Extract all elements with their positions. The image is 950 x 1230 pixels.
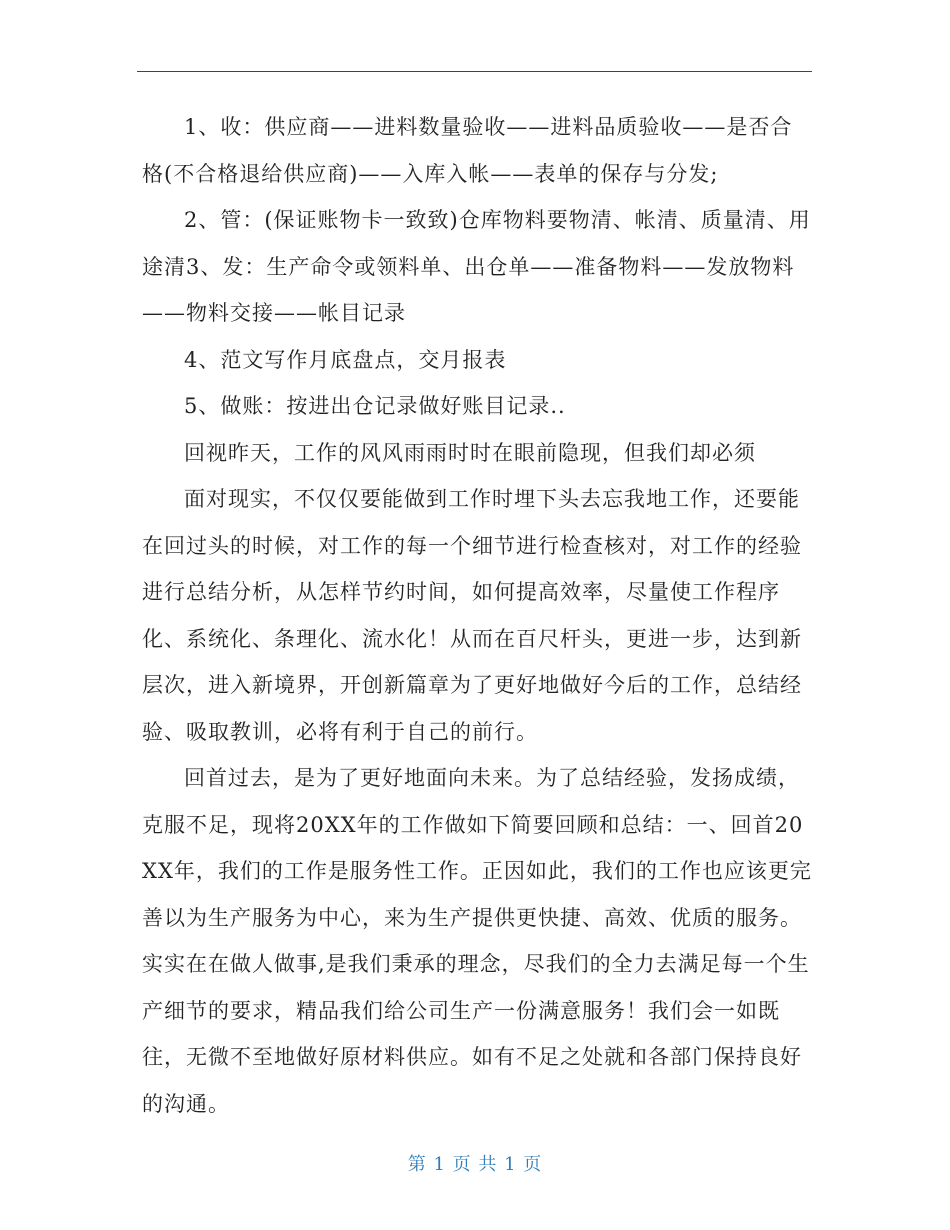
paragraph-management: 2、管：(保证账物卡一致致)仓库物料要物清、帐清、质量清、用途清3、发：生产命令或领料单、出仓单——准备物料——发放物料——物料交接——帐目记录: [142, 208, 811, 325]
document-body: [142, 104, 812, 1127]
paragraph-review-intro: 回视昨天，工作的风风雨雨时时在眼前隐现，但我们却必须: [184, 440, 756, 465]
paragraph-review-body: 面对现实，不仅仅要能做到工作时埋下头去忘我地工作，还要能在回过头的时候，对工作的每一个细节进行检查核对，对工作的经验进行总结分析，从怎样节约时间，如何提高效率，尽量使工作程序化、系统化、条理化、流水化！从而在百尺杆头，更进一步，达到新层次，进入新境界，开创新篇章为了更好地做好今后的工作，总结经验、吸取教训，必将有利于自己的前行。: [142, 487, 802, 744]
paragraph-bookkeeping: 5、做账：按进出仓记录做好账目记录..: [184, 394, 566, 418]
paragraph-receiving: 1、收：供应商——进料数量验收——进料品质验收——是否合格(不合格退给供应商)——入库入帐——表单的保存与分发;: [142, 115, 793, 186]
paragraph-summary: 回首过去，是为了更好地面向未来。为了总结经验，发扬成绩，克服不足，现将20XX年的工作做如下简要回顾和总结：一、回首20XX年，我们的工作是服务性工作。正因如此，我们的工作也应该更完善以为生产服务为中心，来为生产提供更快捷、高效、优质的服务。实实在在做人做事,是我们秉承的理念，尽我们的全力去满足每一个生产细节的要求，精品我们给公司生产一份满意服务！我们会一如既往，无微不至地做好原材料供应。如有不足之处就和各部门保持良好的沟通。: [142, 766, 812, 1116]
paragraph-monthly-count: 4、范文写作月底盘点，交月报表: [184, 347, 507, 372]
header-rule: [137, 71, 812, 72]
page-number: 第 1 页 共 1 页: [407, 1154, 543, 1175]
